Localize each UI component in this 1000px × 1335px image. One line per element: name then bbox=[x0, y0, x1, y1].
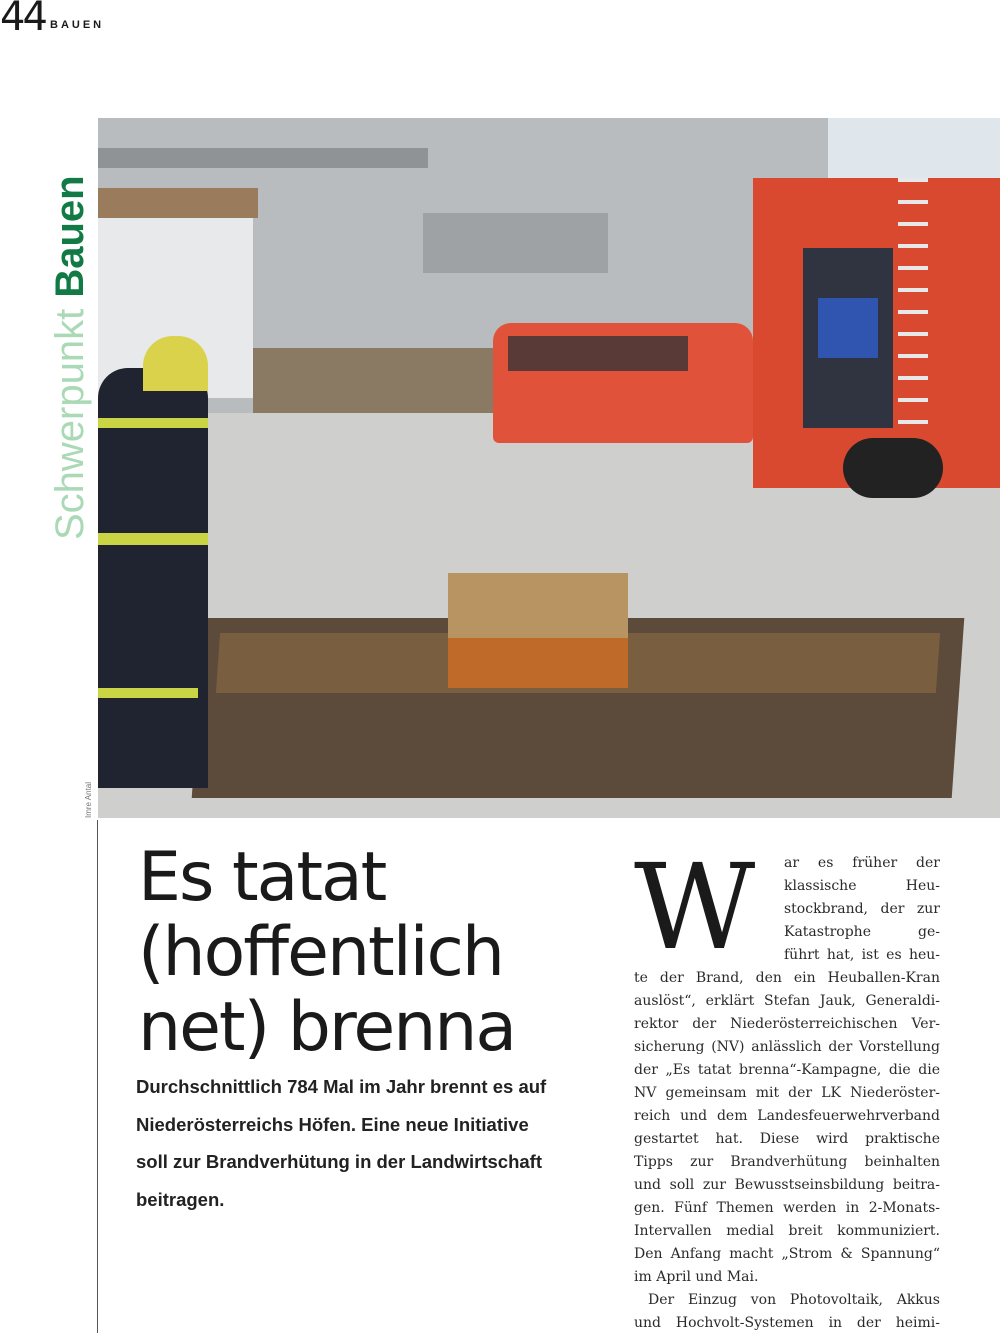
page-number: 44 bbox=[0, 0, 45, 40]
body-line: der „Es tatat brenna“-Kampagne, die die bbox=[634, 1062, 940, 1078]
article-body bbox=[634, 838, 940, 1335]
body-line: Katastrophe ge- bbox=[784, 924, 940, 940]
body-line: Intervallen medial breit kommuniziert. bbox=[634, 1223, 940, 1239]
headline-line: Es tatat bbox=[138, 838, 386, 917]
side-label bbox=[48, 110, 93, 540]
body-line: im April und Mai. bbox=[634, 1269, 759, 1285]
drop-cap: W bbox=[634, 838, 756, 976]
body-line: Der Einzug von Photovoltaik, Akkus bbox=[648, 1292, 940, 1308]
side-label-part1: Schwerpunkt bbox=[48, 308, 92, 540]
body-line: und Hochvolt-Systemen in der heimi- bbox=[634, 1315, 940, 1331]
body-line: und soll zur Bewusstseinsbildung beitra- bbox=[634, 1177, 940, 1193]
body-line: rektor der Niederösterreichischen Ver- bbox=[634, 1016, 940, 1032]
body-line: te der Brand, den ein Heuballen-Kran bbox=[634, 970, 940, 986]
body-line: reich und dem Landesfeuerwehrverband bbox=[634, 1108, 940, 1124]
body-line: gen. Fünf Themen werden in 2-Monats- bbox=[634, 1200, 940, 1216]
subheadline: Durchschnittlich 784 Mal im Jahr brennt es auf Niederösterreichs Höfen. Eine neue Initiative soll zur Brandverhütung in der Landwirtschaft beitragen. bbox=[136, 1076, 547, 1210]
body-line: gestartet hat. Diese wird praktische bbox=[634, 1131, 940, 1147]
side-label-part2: Bauen bbox=[48, 175, 92, 298]
headline bbox=[138, 840, 515, 1065]
body-line: klassische Heu- bbox=[784, 878, 940, 894]
body-line: Tipps zur Brandverhütung beinhalten bbox=[634, 1154, 940, 1170]
body-line: Den Anfang macht „Strom & Spannung“ bbox=[634, 1246, 940, 1262]
body-line: stockbrand, der zur bbox=[784, 901, 940, 917]
body-line: auslöst“, erklärt Stefan Jauk, Generaldi- bbox=[634, 993, 940, 1009]
body-line: NV gemeinsam mit der LK Niederöster- bbox=[634, 1085, 940, 1101]
body-line: führt hat, ist es heu- bbox=[784, 947, 940, 963]
article-photo bbox=[98, 118, 1000, 818]
photo-credit: Imre Antal bbox=[84, 781, 93, 818]
headline-line: (hoffentlich bbox=[138, 913, 503, 992]
headline-line: net) brenna bbox=[138, 988, 516, 1067]
body-line: sicherung (NV) anlässlich der Vorstellung bbox=[634, 1039, 940, 1055]
body-line: ar es früher der bbox=[784, 855, 940, 871]
column-divider bbox=[97, 820, 98, 1333]
section-label: BAUEN bbox=[50, 19, 105, 31]
